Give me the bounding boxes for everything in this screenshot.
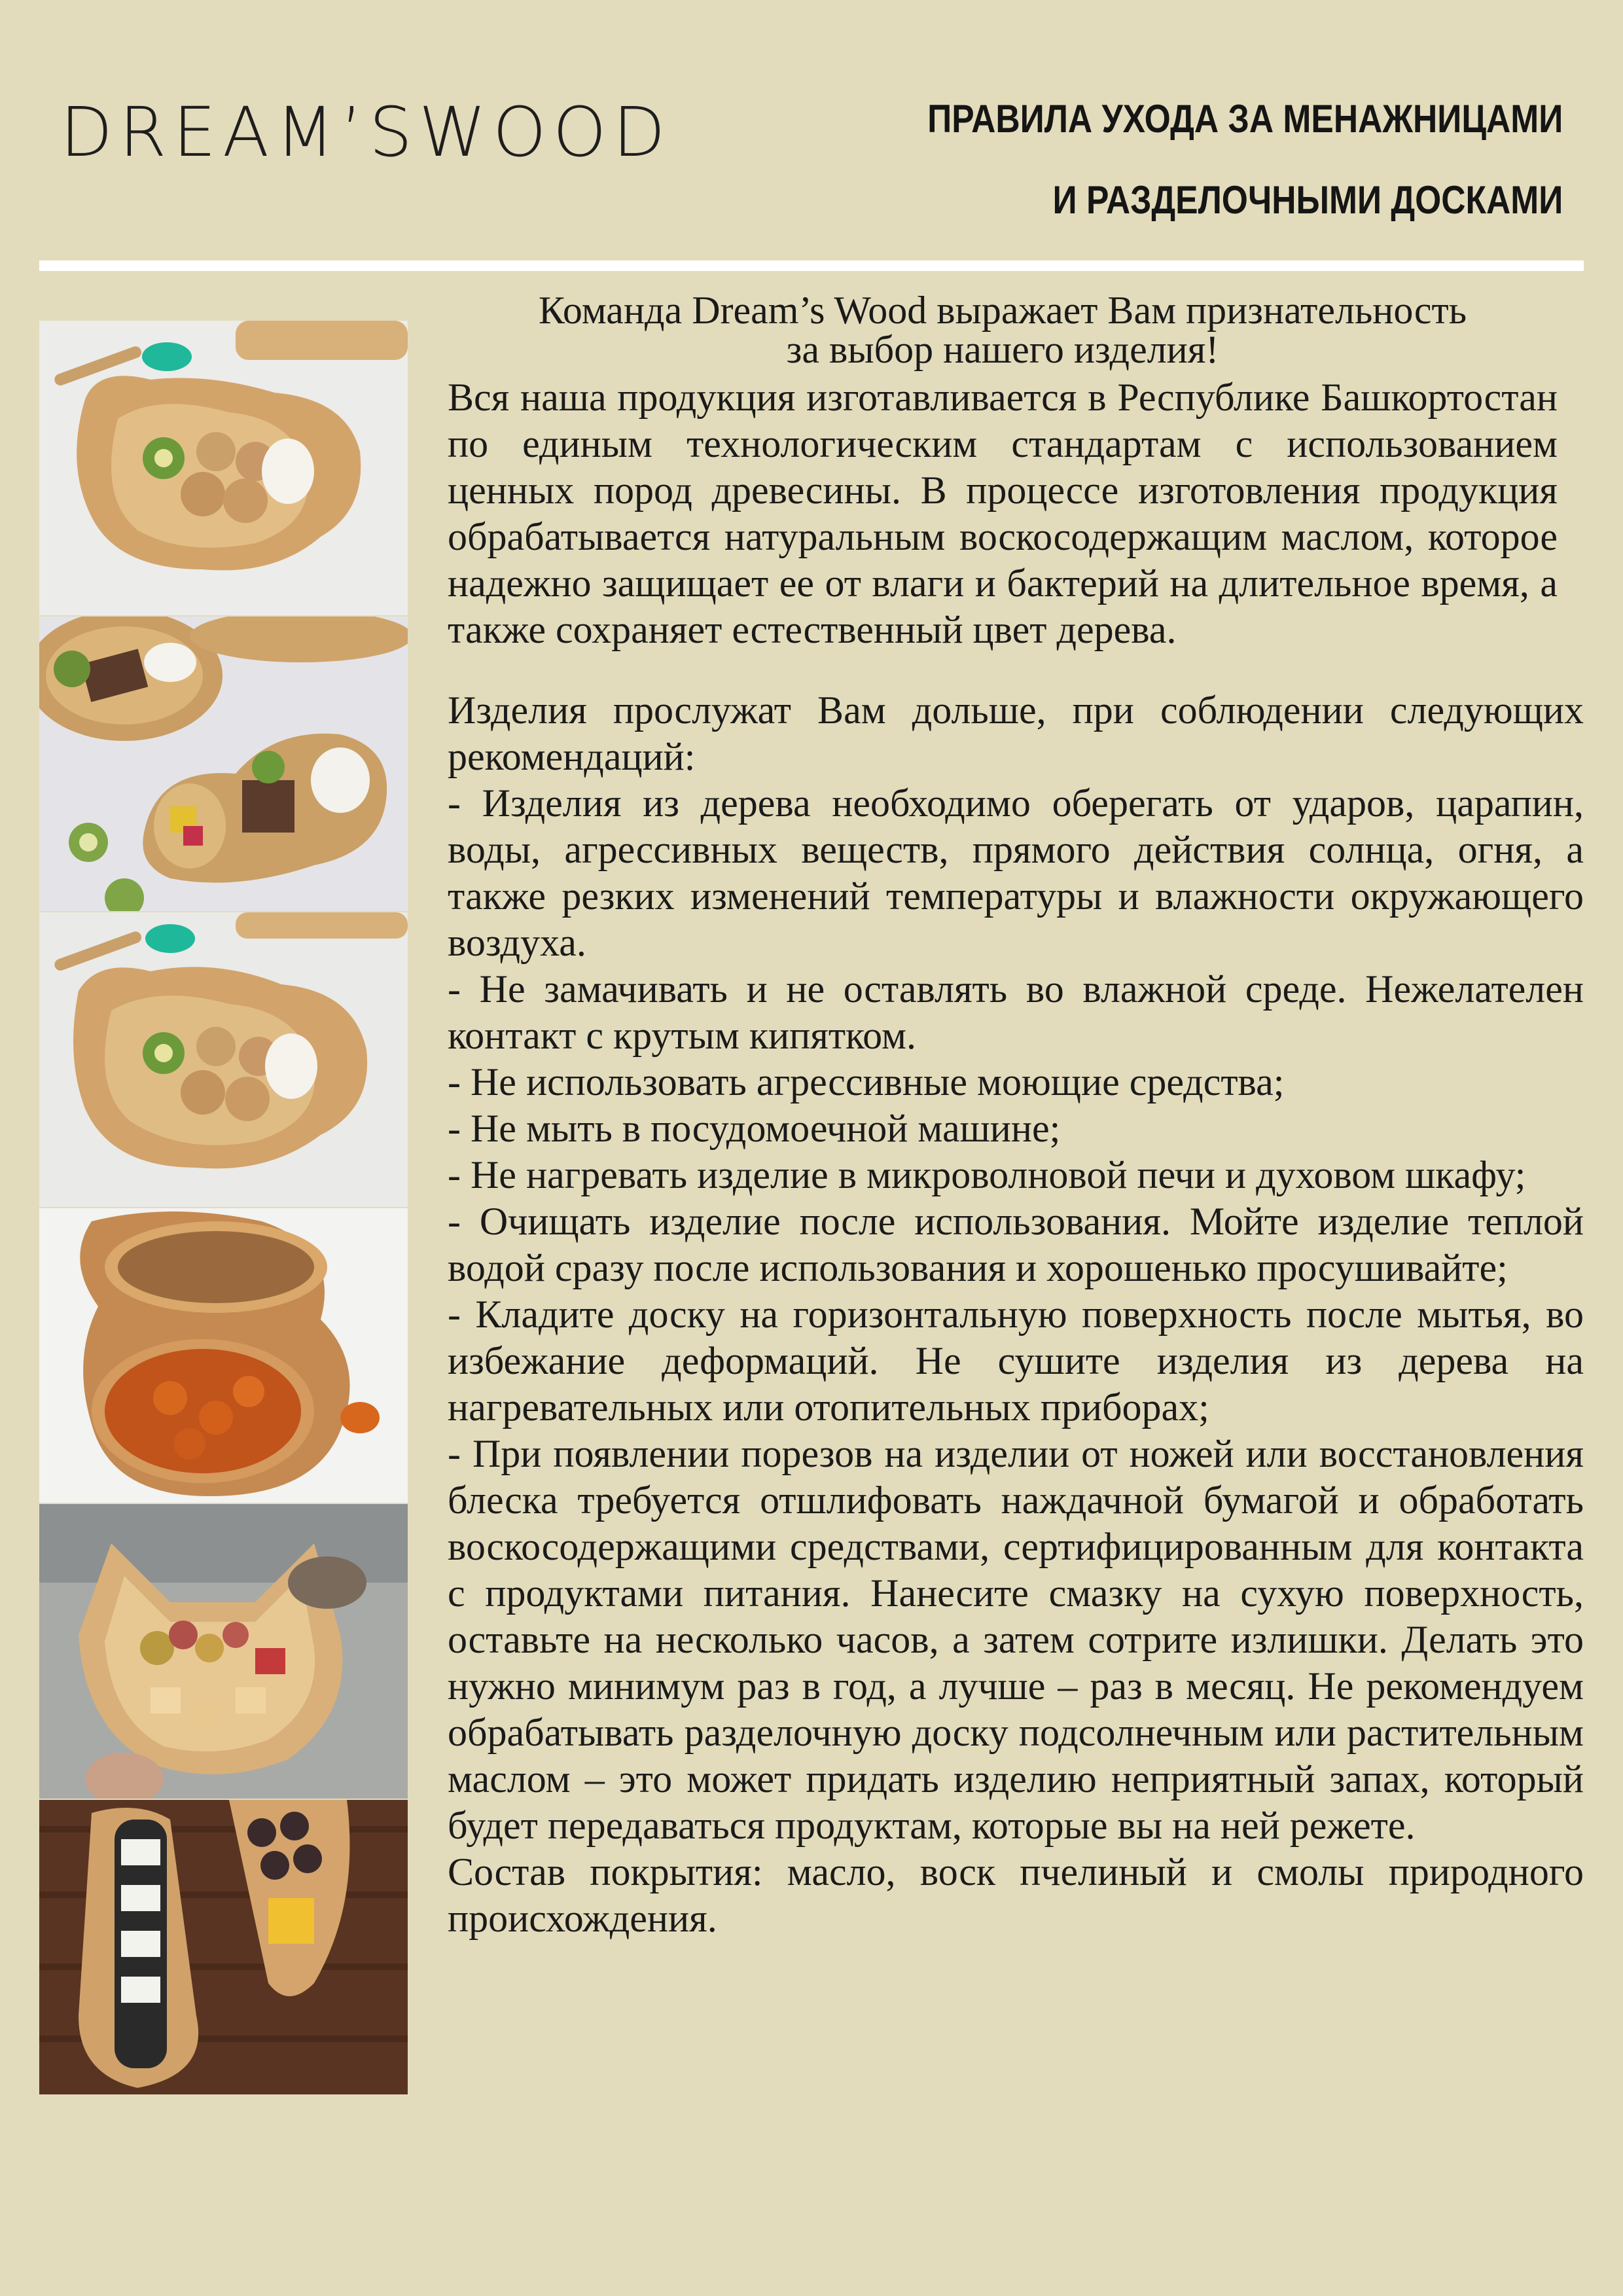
recommendations-lead: Изделия прослужат Вам дольше, при соблюдении следующих рекомендаций: bbox=[448, 689, 1584, 778]
rule-item-3: - Не использовать агрессивные моющие средства; bbox=[448, 1060, 1285, 1103]
photo-bear-plate-muffins-2 bbox=[39, 912, 408, 1207]
rule-item-8: - При появлении порезов на изделии от ножей или восстановления блеска требуется отшлифовать наждачной бумагой и обработать воскосодержащими средствами, сертифицированным для контакта с продуктами питания. Нанесите смазку на сухую поверхность, оставьте на несколько часов, а затем сотрите излишки. Делать это нужно минимум раз в год, а лучше – раз в месяц. Не рекомендуем обрабатывать разделочную доску подсолнечным или растительным маслом – это может придать изделию неприятный запах, который будет передаваться продуктам, которые вы на ней режете. bbox=[448, 1432, 1584, 1847]
page-title-line-1: ПРАВИЛА УХОДА ЗА МЕНАЖНИЦАМИ bbox=[927, 97, 1563, 141]
main-text bbox=[448, 291, 1584, 1942]
rule-item-2: - Не замачивать и не оставлять во влажной среде. Нежелателен контакт с крутым кипятком. bbox=[448, 967, 1584, 1057]
intro-line-1: Команда Dream’s Wood выражает Вам признательность bbox=[538, 289, 1467, 332]
photo-column bbox=[39, 321, 408, 2096]
page-title-line-2: И РАЗДЕЛОЧНЫМИ ДОСКАМИ bbox=[1052, 178, 1563, 222]
rule-item-6: - Очищать изделие после использования. Мойте изделие теплой водой сразу после использования и хорошенько просушивайте; bbox=[448, 1200, 1584, 1289]
photo-plates-fruit-bread bbox=[39, 617, 408, 911]
paragraph-spacer bbox=[448, 653, 1584, 687]
intro-heading bbox=[448, 291, 1584, 369]
rule-item-7: - Кладите доску на горизонтальную поверхность после мытья, во избежание деформаций. Не сушите изделия из дерева на нагревательных или отопительных приборах; bbox=[448, 1293, 1584, 1429]
about-paragraph: Вся наша продукция изготавливается в Республике Башкортостан по единым технологическим стандартам с использованием ценных пород древесины. В процессе изготовления продукция обрабатывается натуральным воскосодержащим маслом, которое надежно защищает ее от влаги и бактерий на длительное время, а также сохраняет естественный цвет дерева. bbox=[448, 376, 1558, 651]
photo-boat-tray-sushi bbox=[39, 1800, 408, 2094]
rule-item-4: - Не мыть в посудомоечной машине; bbox=[448, 1107, 1061, 1150]
photo-nuts-dried-apricots bbox=[39, 1208, 408, 1503]
photo-bear-plate-muffins bbox=[39, 321, 408, 615]
rule-item-5: - Не нагревать изделие в микроволновой печи и духовом шкафу; bbox=[448, 1153, 1526, 1196]
page-title bbox=[927, 79, 1563, 241]
header-divider bbox=[39, 260, 1584, 271]
intro-line-2: за выбор нашего изделия! bbox=[786, 328, 1219, 371]
composition-paragraph: Состав покрытия: масло, воск пчелиный и смолы природного происхождения. bbox=[448, 1850, 1584, 1940]
rule-item-1: - Изделия из дерева необходимо оберегать от ударов, царапин, воды, агрессивных веществ, прямого действия солнца, огня, а также резких изменений температуры и влажности окружающего воздуха. bbox=[448, 781, 1584, 964]
photo-cat-plate-fruit bbox=[39, 1504, 408, 1799]
brand-logo: DREAM’SWOOD bbox=[60, 92, 672, 172]
